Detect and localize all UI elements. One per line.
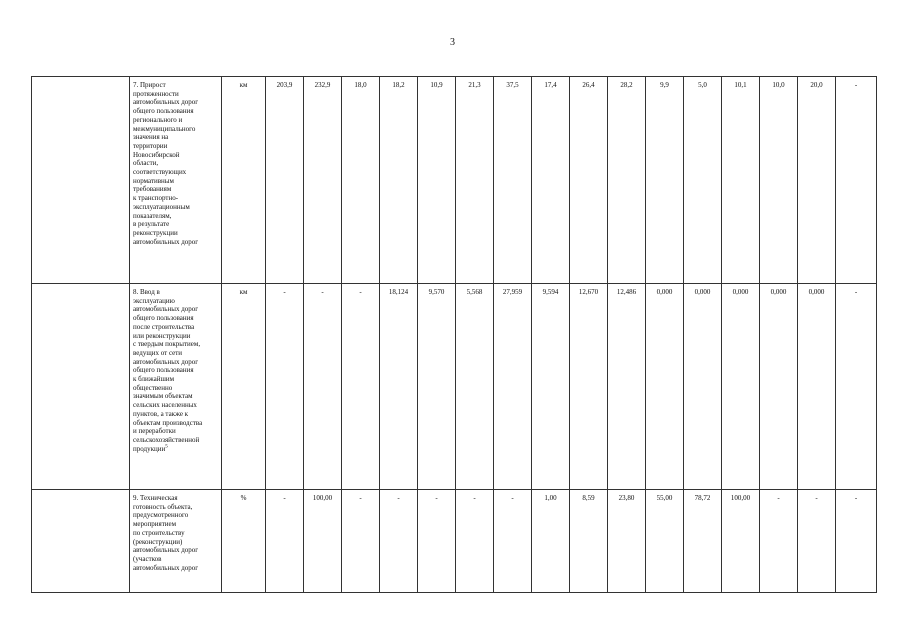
value-cell: 9,594 (532, 284, 570, 490)
value-cell: 20,0 (798, 77, 836, 284)
value-cell: 12,670 (570, 284, 608, 490)
value-cell: 9,9 (646, 77, 684, 284)
value-cell: - (836, 490, 877, 593)
value-cell: 8,59 (570, 490, 608, 593)
value-cell: 10,1 (722, 77, 760, 284)
value-cell: 0,000 (722, 284, 760, 490)
value-cell: 78,72 (684, 490, 722, 593)
program-cell (32, 77, 130, 284)
value-cell: 100,00 (304, 490, 342, 593)
value-cell: 26,4 (570, 77, 608, 284)
value-cell: 5,0 (684, 77, 722, 284)
value-cell: 0,000 (798, 284, 836, 490)
value-cell: - (836, 284, 877, 490)
value-cell: - (380, 490, 418, 593)
value-cell: 9,570 (418, 284, 456, 490)
value-cell: 100,00 (722, 490, 760, 593)
value-cell: 18,2 (380, 77, 418, 284)
value-cell: 5,568 (456, 284, 494, 490)
value-cell: 28,2 (608, 77, 646, 284)
value-cell: 23,80 (608, 490, 646, 593)
indicator-name-cell (130, 490, 222, 593)
indicator-name-cell (130, 77, 222, 284)
indicator-name: 8. Ввод в эксплуатацию автомобильных дорог общего пользования после строительства или реконструкции с твердым покрытием, ведущих от сети автомобильных дорог общего пользования к ближайшим общественно значимым объектам сельских населенных пунктов, а также к объектам производства и переработки сельскохозяйственной продукции (133, 288, 203, 453)
value-cell: - (266, 490, 304, 593)
program-cell (32, 284, 130, 490)
value-cell: 18,0 (342, 77, 380, 284)
page-number: 3 (450, 37, 455, 48)
value-cell: - (266, 284, 304, 490)
value-cell: 10,9 (418, 77, 456, 284)
value-cell: 203,9 (266, 77, 304, 284)
value-cell: 37,5 (494, 77, 532, 284)
value-cell: 55,00 (646, 490, 684, 593)
value-cell: - (456, 490, 494, 593)
footnote-marker: 5 (165, 444, 168, 450)
value-cell: - (798, 490, 836, 593)
value-cell: 0,000 (684, 284, 722, 490)
indicator-name-cell (130, 284, 222, 490)
value-cell: 1,00 (532, 490, 570, 593)
value-cell: 18,124 (380, 284, 418, 490)
indicator-name: 7. Прирост протяженности автомобильных дорог общего пользования регионального и межмуниципального значения на территории Новосибирской области, соответствующих нормативным требованиям к транспортно- эксплуатационным показателям, в результате реконструкции автомобильных дорог (133, 81, 199, 246)
value-cell: - (418, 490, 456, 593)
table-row (32, 284, 877, 490)
value-cell: - (304, 284, 342, 490)
indicators-table (31, 76, 877, 593)
table-row (32, 490, 877, 593)
value-cell: 12,486 (608, 284, 646, 490)
indicator-name: 9. Техническая готовность объекта, предусмотренного мероприятием по строительству (реконструкции) автомобильных дорог (участков автомобильных дорог (133, 494, 199, 572)
value-cell: - (494, 490, 532, 593)
value-cell: 27,959 (494, 284, 532, 490)
unit-cell: км (222, 77, 266, 284)
table-row (32, 77, 877, 284)
value-cell: - (760, 490, 798, 593)
value-cell: 0,000 (760, 284, 798, 490)
value-cell: - (836, 77, 877, 284)
value-cell: 232,9 (304, 77, 342, 284)
value-cell: 10,0 (760, 77, 798, 284)
value-cell: - (342, 284, 380, 490)
unit-cell: км (222, 284, 266, 490)
value-cell: - (342, 490, 380, 593)
value-cell: 21,3 (456, 77, 494, 284)
unit-cell: % (222, 490, 266, 593)
value-cell: 17,4 (532, 77, 570, 284)
value-cell: 0,000 (646, 284, 684, 490)
program-cell (32, 490, 130, 593)
